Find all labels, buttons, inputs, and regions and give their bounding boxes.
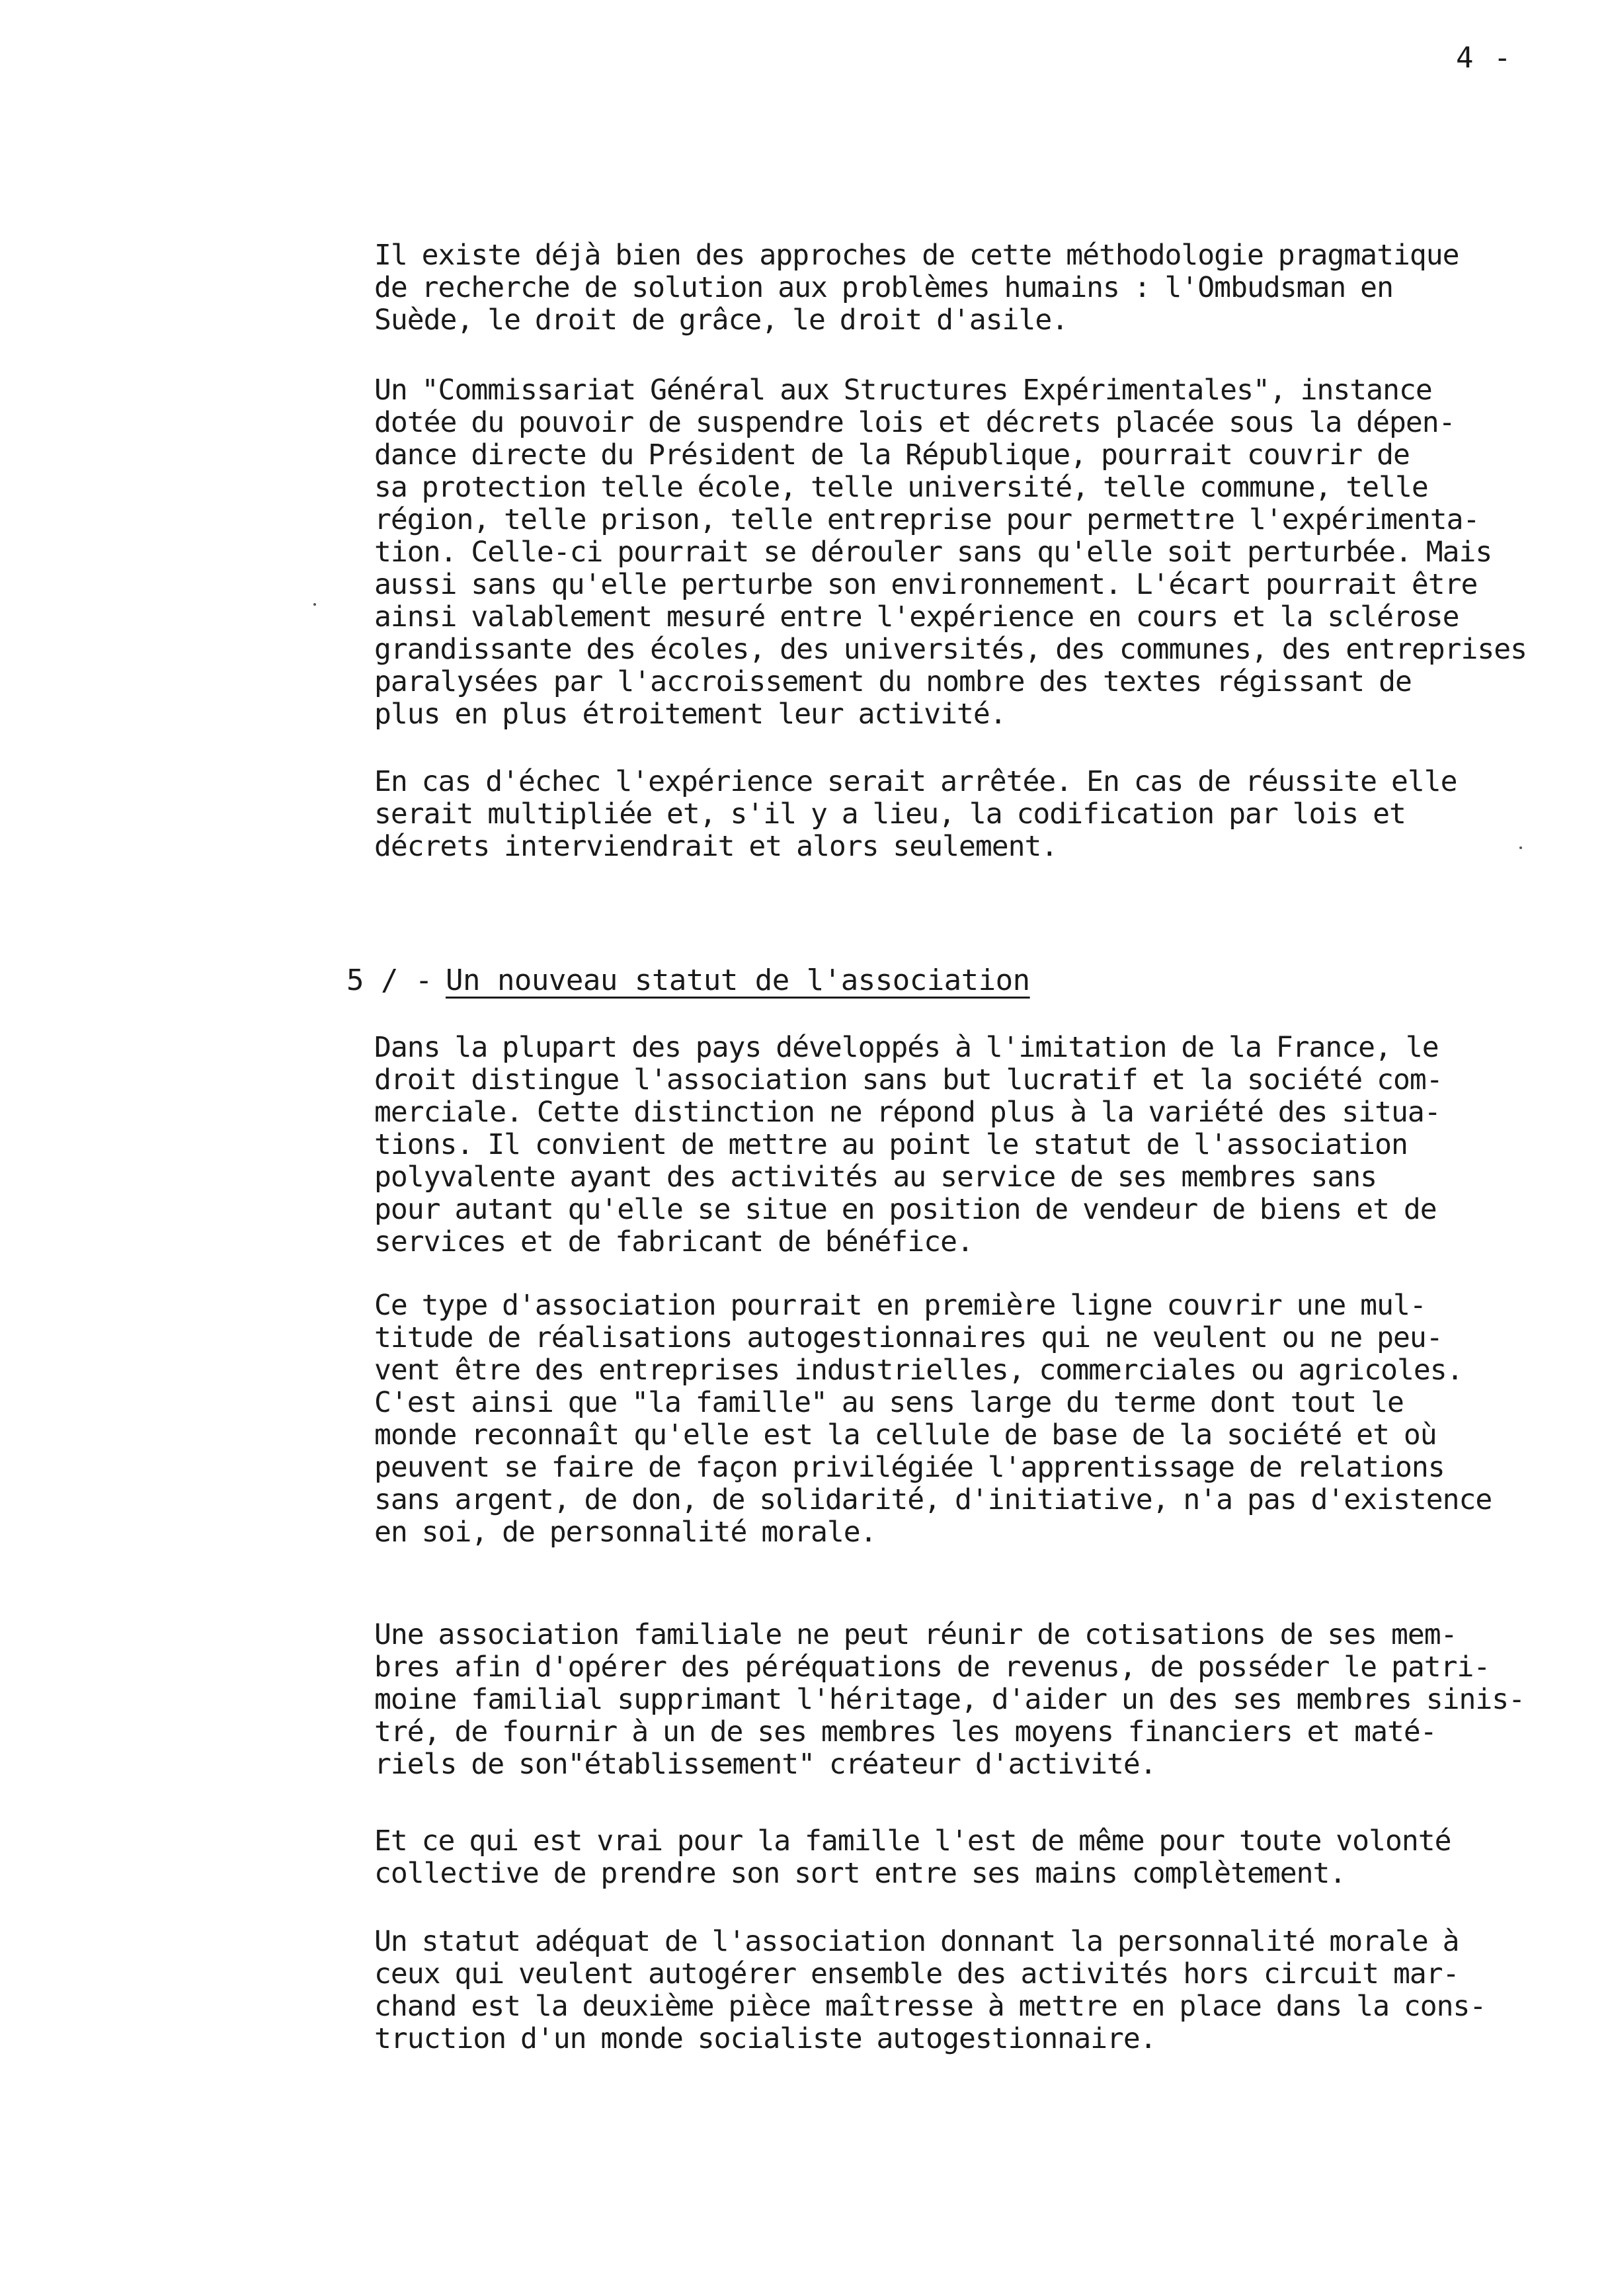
text-line: en soi, de personnalité morale. <box>374 1516 877 1549</box>
text-line: vent être des entreprises industrielles, commerciales ou agricoles. <box>374 1354 1463 1387</box>
paragraph-approaches <box>374 239 1459 337</box>
paragraph-pays-developpes <box>374 1032 1443 1258</box>
text-line: truction d'un monde socialiste autogestionnaire. <box>374 2022 1156 2055</box>
text-line: de recherche de solution aux problèmes humains : l'Ombudsman en <box>374 271 1393 304</box>
text-line: moine familial supprimant l'héritage, d'aider un des ses membres sinis- <box>374 1683 1525 1716</box>
paragraph-echec <box>374 766 1457 863</box>
text-line: polyvalente ayant des activités au service de ses membres sans <box>374 1161 1377 1194</box>
text-line: Et ce qui est vrai pour la famille l'est de même pour toute volonté <box>374 1824 1451 1858</box>
paragraph-type-association <box>374 1290 1492 1549</box>
text-line: Une association familiale ne peut réunir de cotisations de ses mem- <box>374 1618 1457 1651</box>
text-line: Il existe déjà bien des approches de cette méthodologie pragmatique <box>374 239 1459 272</box>
text-line: riels de son"établissement" créateur d'activité. <box>374 1748 1156 1781</box>
text-line: chand est la deuxième pièce maîtresse à mettre en place dans la cons- <box>374 1990 1486 2023</box>
text-line: grandissante des écoles, des universités, des communes, des entreprises <box>374 633 1527 666</box>
scan-speck <box>1519 846 1522 849</box>
text-line: collective de prendre son sort entre ses mains complètement. <box>374 1857 1346 1890</box>
text-line: C'est ainsi que "la famille" au sens large du terme dont tout le <box>374 1386 1404 1419</box>
text-line: bres afin d'opérer des péréquations de revenus, de posséder le patri- <box>374 1651 1490 1684</box>
text-line: sa protection telle école, telle université, telle commune, telle <box>374 471 1428 504</box>
text-line: plus en plus étroitement leur activité. <box>374 698 1006 731</box>
text-line: droit distingue l'association sans but lucratif et la société com- <box>374 1063 1443 1096</box>
text-line: monde reconnaît qu'elle est la cellule de base de la société et où <box>374 1418 1437 1452</box>
text-line: Ce type d'association pourrait en première ligne couvrir une mul- <box>374 1289 1426 1322</box>
section-heading <box>278 931 1030 1030</box>
section-title: Un nouveau statut de l'association <box>445 964 1030 997</box>
paragraph-famille-volonte <box>374 1825 1451 1890</box>
text-line: décrets interviendrait et alors seulement. <box>374 830 1058 863</box>
text-line: tion. Celle-ci pourrait se dérouler sans qu'elle soit perturbée. Mais <box>374 536 1492 569</box>
text-line: paralysées par l'accroissement du nombre des textes régissant de <box>374 665 1412 698</box>
text-line: région, telle prison, telle entreprise pour permettre l'expérimenta- <box>374 503 1480 536</box>
text-line: peuvent se faire de façon privilégiée l'apprentissage de relations <box>374 1451 1445 1484</box>
text-line: tions. Il convient de mettre au point le statut de l'association <box>374 1128 1408 1161</box>
text-line: Dans la plupart des pays développés à l'imitation de la France, le <box>374 1031 1439 1064</box>
text-line: titude de réalisations autogestionnaires qui ne veulent ou ne peu- <box>374 1321 1443 1354</box>
text-line: serait multipliée et, s'il y a lieu, la codification par lois et <box>374 798 1406 831</box>
paragraph-commissariat <box>374 374 1527 731</box>
text-line: Suède, le droit de grâce, le droit d'asile. <box>374 304 1068 337</box>
text-line: dance directe du Président de la République, pourrait couvrir de <box>374 438 1410 472</box>
text-line: En cas d'échec l'expérience serait arrêtée. En cas de réussite elle <box>374 765 1457 798</box>
text-line: services et de fabricant de bénéfice. <box>374 1225 973 1258</box>
text-line: sans argent, de don, de solidarité, d'initiative, n'a pas d'existence <box>374 1483 1492 1516</box>
section-number: 5 / - <box>346 964 432 997</box>
paragraph-association-familiale <box>374 1619 1525 1781</box>
text-line: pour autant qu'elle se situe en position de vendeur de biens et de <box>374 1193 1437 1226</box>
text-line: aussi sans qu'elle perturbe son environnement. L'écart pourrait être <box>374 568 1478 601</box>
text-line: ceux qui veulent autogérer ensemble des activités hors circuit mar- <box>374 1957 1459 1990</box>
page-number: 4 - <box>1456 41 1513 75</box>
text-line: Un statut adéquat de l'association donnant la personnalité morale à <box>374 1925 1459 1958</box>
text-line: tré, de fournir à un de ses membres les moyens financiers et maté- <box>374 1715 1437 1748</box>
scan-speck <box>313 603 316 606</box>
text-line: merciale. Cette distinction ne répond plus à la variété des situa- <box>374 1096 1441 1129</box>
text-line: ainsi valablement mesuré entre l'expérience en cours et la sclérose <box>374 600 1459 634</box>
paragraph-statut-adequat <box>374 1926 1486 2055</box>
text-line: Un "Commissariat Général aux Structures Expérimentales", instance <box>374 374 1432 407</box>
text-line: dotée du pouvoir de suspendre lois et décrets placée sous la dépen- <box>374 406 1455 439</box>
